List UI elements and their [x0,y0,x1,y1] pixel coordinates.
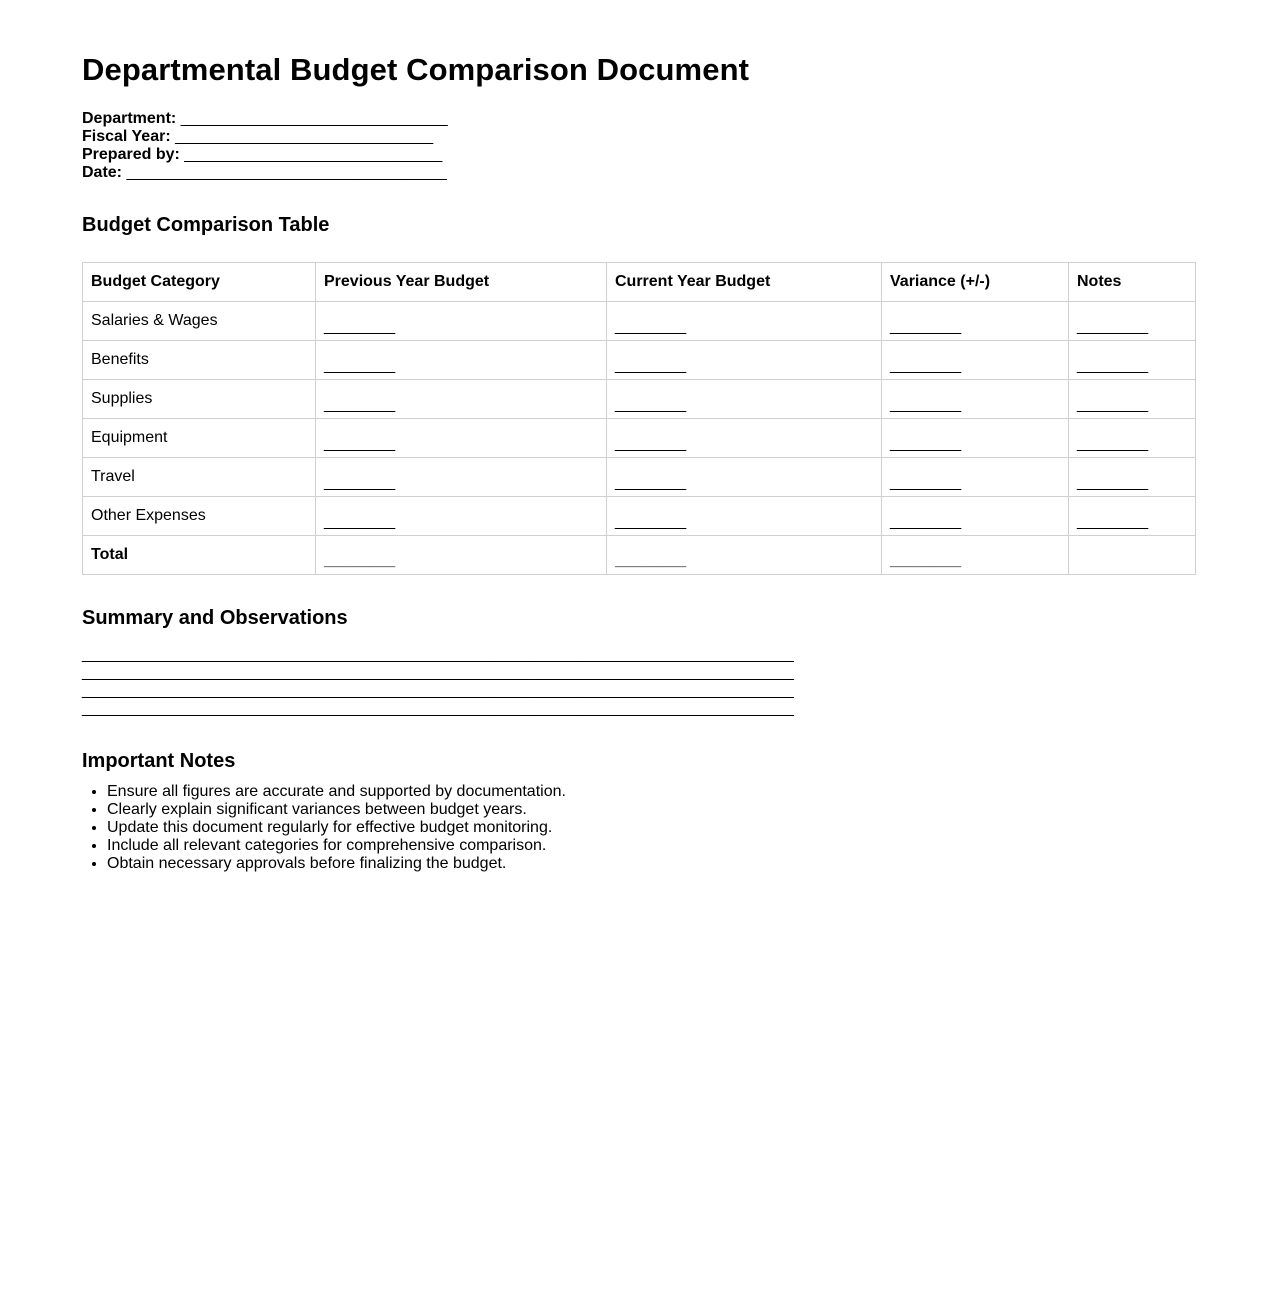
blank-line: ________ [324,435,396,452]
category-cell: Benefits [83,341,316,380]
table-row [83,341,1196,380]
total-current-year-cell[interactable] [607,536,882,575]
header-previous-year: Previous Year Budget [316,263,607,302]
info-label: Fiscal Year: [82,128,171,145]
info-fiscal-year [82,128,1196,146]
blank-line: ________ [324,513,396,530]
current-year-cell[interactable] [607,380,882,419]
current-year-cell[interactable] [607,341,882,380]
info-prepared-by [82,146,1196,164]
document-info [82,110,1196,182]
summary-line[interactable]: ________________________________________________________________________________ [82,700,794,717]
blank-line: ________ [890,396,962,413]
summary-line[interactable]: ________________________________________________________________________________ [82,664,794,681]
total-row [83,536,1196,575]
total-label: Total [83,536,316,575]
budget-comparison-table [82,262,1196,575]
department-field[interactable]: ______________________________ [180,110,448,127]
previous-year-cell[interactable] [316,458,607,497]
important-notes-list [82,783,1196,873]
blank-line: ________ [324,474,396,491]
current-year-cell[interactable] [607,302,882,341]
header-notes: Notes [1069,263,1196,302]
table-row [83,419,1196,458]
important-notes-heading: Important Notes [82,750,236,772]
notes-cell[interactable] [1069,302,1196,341]
summary-heading: Summary and Observations [82,607,348,629]
variance-cell[interactable] [882,497,1069,536]
table-row [83,302,1196,341]
blank-line: ________ [1077,474,1149,491]
blank-line: ________ [1077,357,1149,374]
blank-line: ________ [615,396,687,413]
blank-line: ________ [615,552,687,569]
category-cell: Salaries & Wages [83,302,316,341]
summary-line[interactable]: ________________________________________________________________________________ [82,682,794,699]
notes-cell[interactable] [1069,497,1196,536]
info-label: Date: [82,164,123,181]
variance-cell[interactable] [882,419,1069,458]
info-label: Prepared by: [82,146,180,163]
summary-lines [82,646,1196,718]
category-cell: Equipment [83,419,316,458]
info-department [82,110,1196,128]
notes-cell[interactable] [1069,380,1196,419]
blank-line: ________ [1077,435,1149,452]
previous-year-cell[interactable] [316,341,607,380]
blank-line: ________ [1077,318,1149,335]
blank-line: ________ [890,318,962,335]
total-notes-cell [1069,536,1196,575]
list-item: • Obtain necessary approvals before finalizing the budget. [107,855,1196,873]
header-budget-category: Budget Category [83,263,316,302]
budget-table-heading: Budget Comparison Table [82,214,330,236]
notes-cell[interactable] [1069,419,1196,458]
list-item: • Clearly explain significant variances between budget years. [107,801,1196,819]
variance-cell[interactable] [882,380,1069,419]
summary-line[interactable]: ________________________________________________________________________________ [82,646,794,663]
previous-year-cell[interactable] [316,380,607,419]
total-previous-year-cell[interactable] [316,536,607,575]
blank-line: ________ [615,513,687,530]
table-header-row [83,263,1196,302]
list-item: • Update this document regularly for effective budget monitoring. [107,819,1196,837]
page-title: Departmental Budget Comparison Document [82,52,750,87]
blank-line: ________ [1077,513,1149,530]
blank-line: ________ [615,474,687,491]
notes-cell[interactable] [1069,458,1196,497]
blank-line: ________ [324,357,396,374]
date-field[interactable]: ____________________________________ [126,164,447,181]
category-cell: Other Expenses [83,497,316,536]
prepared-by-field[interactable]: _____________________________ [184,146,443,163]
header-current-year: Current Year Budget [607,263,882,302]
blank-line: ________ [324,318,396,335]
table-row [83,497,1196,536]
fiscal-year-field[interactable]: _____________________________ [175,128,434,145]
blank-line: ________ [890,435,962,452]
table-row [83,380,1196,419]
info-label: Department: [82,110,177,127]
category-cell: Travel [83,458,316,497]
blank-line: ________ [615,357,687,374]
category-cell: Supplies [83,380,316,419]
blank-line: ________ [615,435,687,452]
table-row [83,458,1196,497]
previous-year-cell[interactable] [316,497,607,536]
blank-line: ________ [615,318,687,335]
blank-line: ________ [324,552,396,569]
previous-year-cell[interactable] [316,419,607,458]
notes-cell[interactable] [1069,341,1196,380]
blank-line: ________ [1077,396,1149,413]
list-item: • Include all relevant categories for comprehensive comparison. [107,837,1196,855]
blank-line: ________ [890,474,962,491]
info-date [82,164,1196,182]
variance-cell[interactable] [882,458,1069,497]
current-year-cell[interactable] [607,419,882,458]
blank-line: ________ [324,396,396,413]
current-year-cell[interactable] [607,458,882,497]
blank-line: ________ [890,513,962,530]
variance-cell[interactable] [882,341,1069,380]
list-item: • Ensure all figures are accurate and supported by documentation. [107,783,1196,801]
variance-cell[interactable] [882,302,1069,341]
current-year-cell[interactable] [607,497,882,536]
blank-line: ________ [890,357,962,374]
header-variance: Variance (+/-) [882,263,1069,302]
blank-line: ________ [890,552,962,569]
total-variance-cell[interactable] [882,536,1069,575]
previous-year-cell[interactable] [316,302,607,341]
